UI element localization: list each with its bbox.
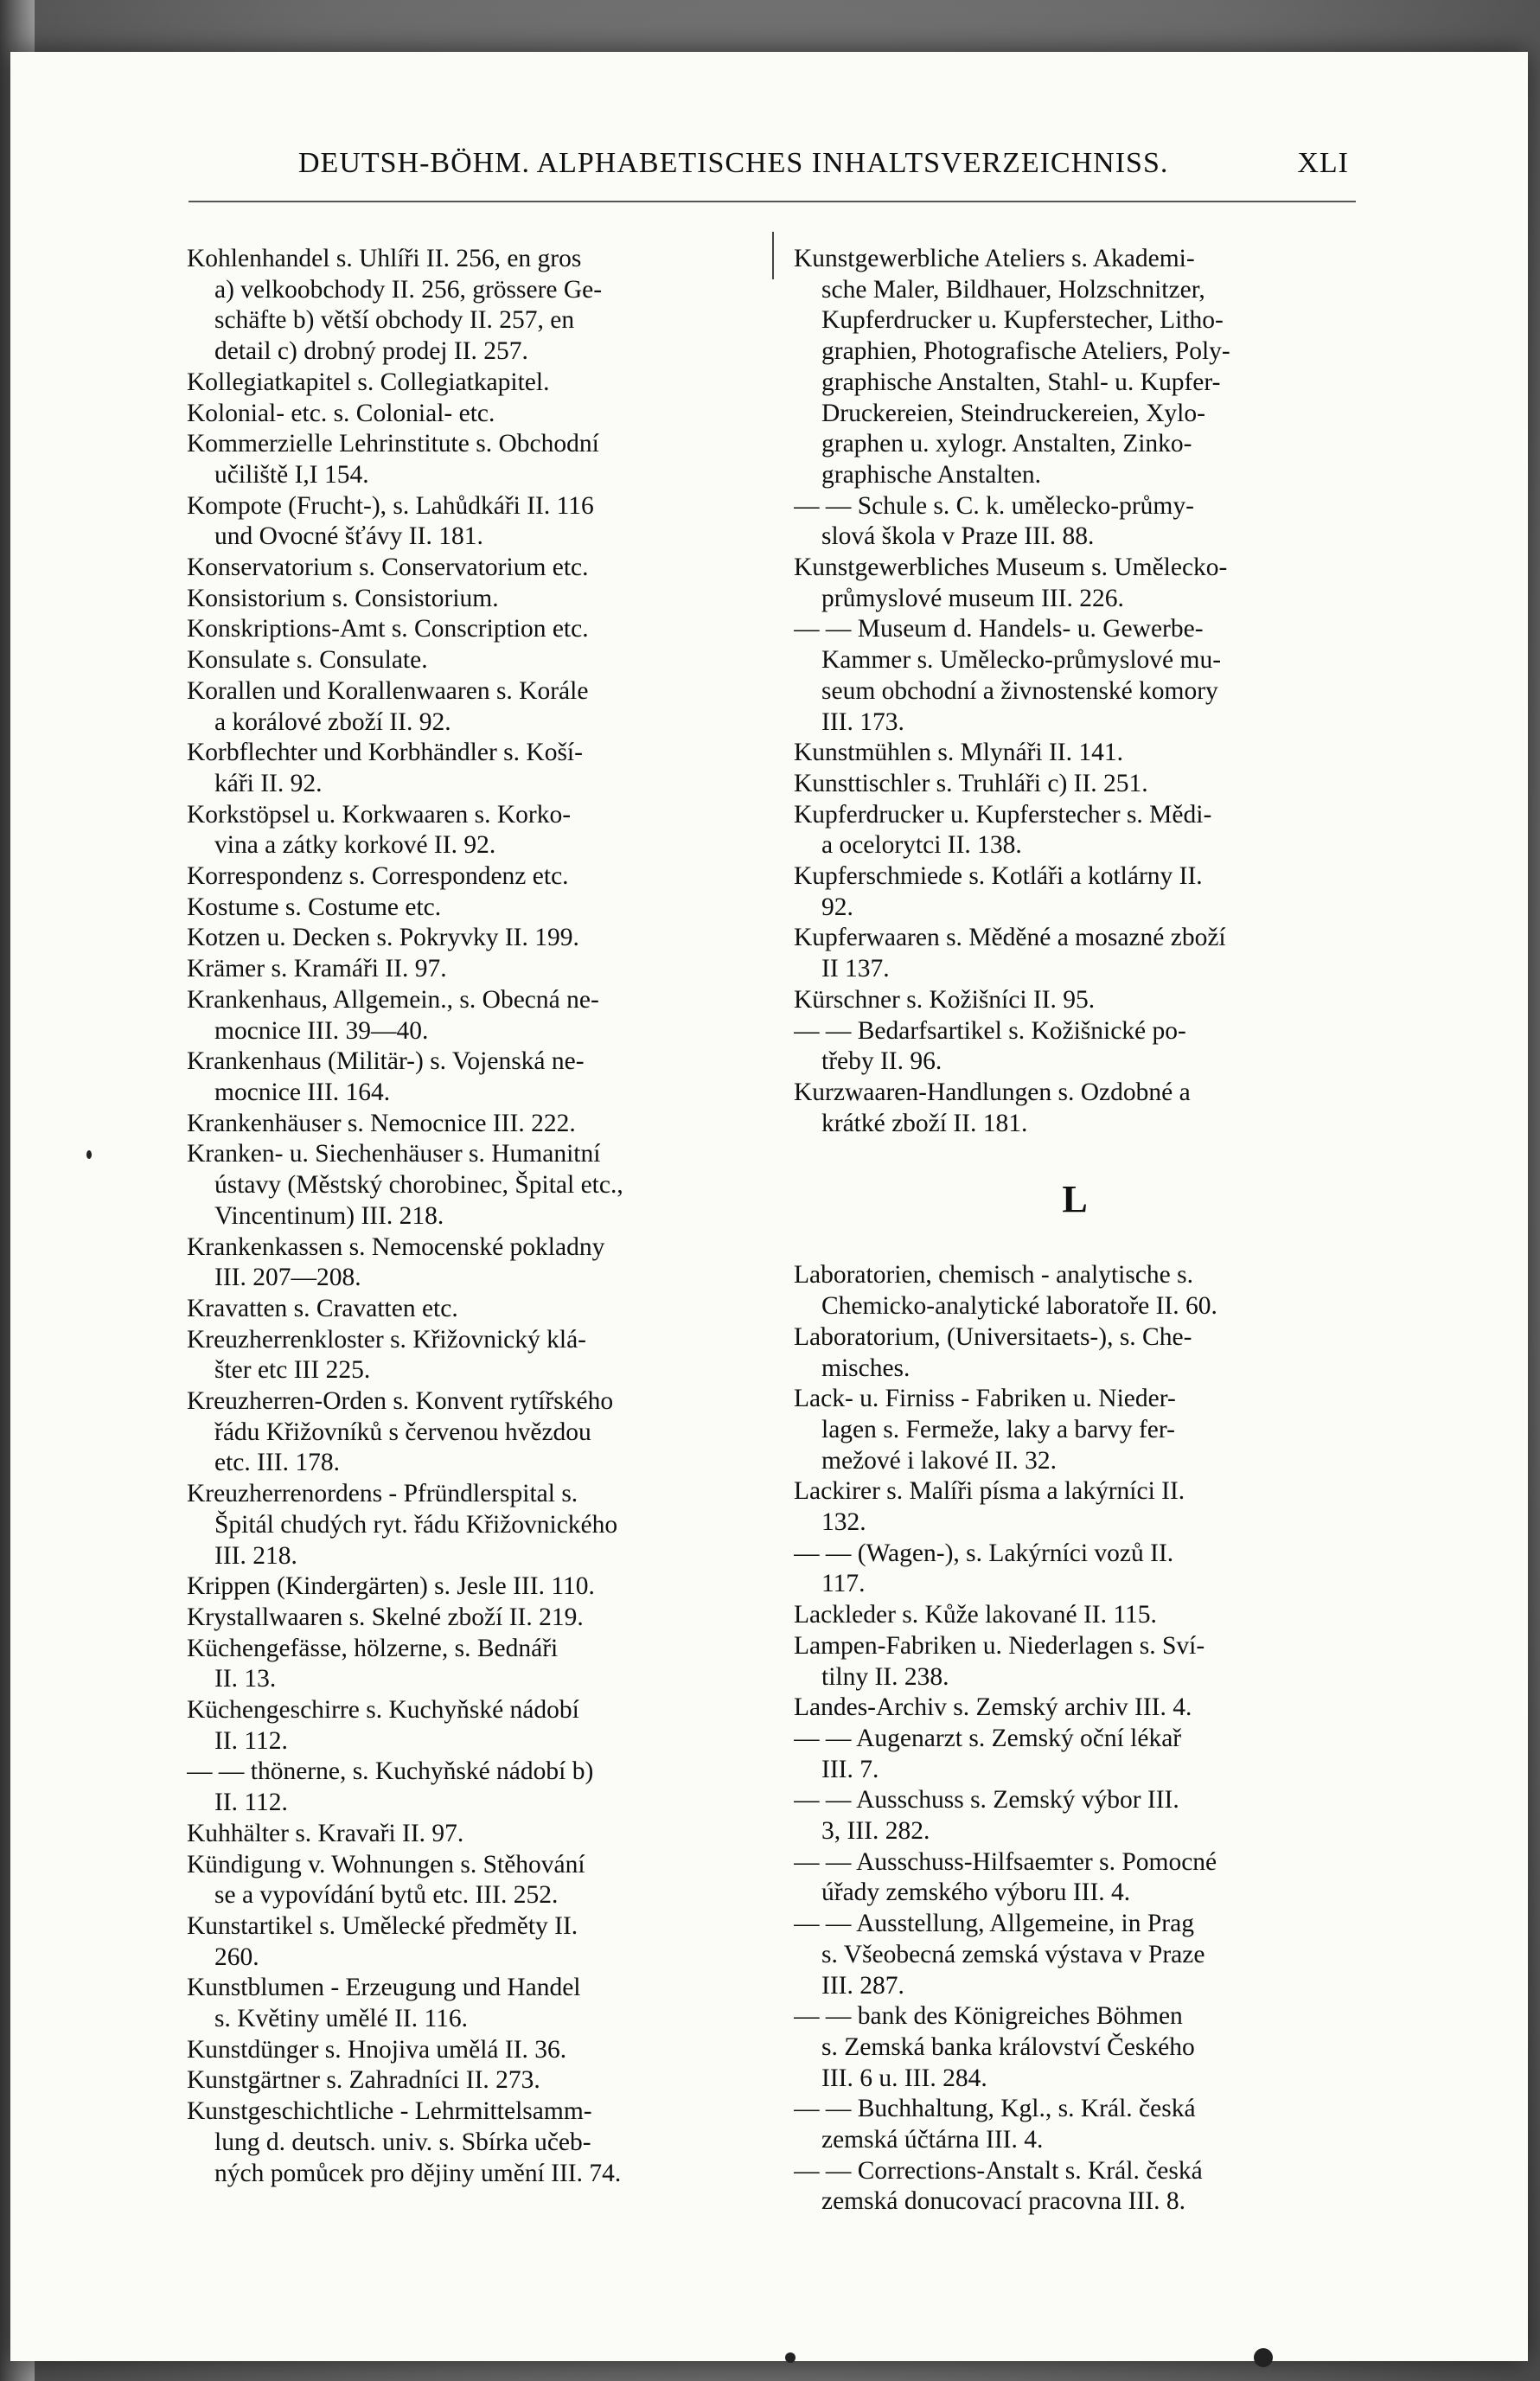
entry-line: a) velkoobchody II. 256, grössere Ge- (214, 275, 603, 304)
index-entry (187, 1325, 749, 1386)
entry-line: Kollegiatkapitel s. Collegiatkapitel. (187, 368, 550, 396)
entry-line: Korbflechter und Korbhändler s. Koší- (187, 739, 583, 767)
entry-line: s. Zemská banka království Českého (821, 2032, 1195, 2061)
entry-line: Lampen-Fabriken u. Niederlagen s. Sví- (794, 1631, 1205, 1660)
entry-line: III. 287. (821, 1971, 904, 2000)
entry-line: Korallen und Korallenwaaren s. Korále (187, 676, 589, 705)
index-entry (187, 2096, 749, 2189)
index-entry (794, 1322, 1356, 1384)
entry-line: zemská účtárna III. 4. (821, 2126, 1044, 2154)
entry-line: Krankenhaus (Militär-) s. Vojenská ne- (187, 1047, 585, 1076)
running-header (298, 147, 1349, 190)
entry-line: Kupferdrucker u. Kupferstecher, Litho- (821, 306, 1224, 335)
index-entry (794, 1600, 1356, 1631)
index-entry (187, 645, 749, 676)
entry-line: Landes-Archiv s. Zemský archiv III. 4. (794, 1693, 1192, 1722)
entry-line: Kunstblumen - Erzeugung und Handel (187, 1974, 581, 2002)
entry-line: krátké zboží II. 181. (821, 1109, 1028, 1137)
entry-line: Kunstmühlen s. Mlynáři II. 141. (794, 739, 1124, 767)
entry-line: Kostume s. Costume etc. (187, 893, 442, 921)
index-entry (187, 1973, 749, 2034)
entry-line: Krankenhaus, Allgemein., s. Obecná ne- (187, 985, 599, 1014)
entry-line: — — Ausstellung, Allgemeine, in Prag (794, 1910, 1194, 1938)
entry-line: Kreuzherrenordens - Pfründlerspital s. (187, 1480, 578, 1508)
page-number: XLI (1297, 147, 1349, 179)
entry-line: průmyslové museum III. 226. (821, 584, 1124, 612)
entry-line: II. 112. (214, 1789, 288, 1817)
index-entry (187, 1819, 749, 1850)
entry-line: lung d. deutsch. univ. s. Sbírka učeb- (214, 2128, 591, 2156)
index-entry (187, 429, 749, 490)
index-entry (187, 893, 749, 924)
index-entry (187, 584, 749, 615)
entry-line: Kotzen u. Decken s. Pokryvky II. 199. (187, 924, 579, 952)
index-entry (187, 923, 749, 954)
index-entry (794, 491, 1356, 553)
index-entry (187, 1757, 749, 1818)
entry-line: řádu Křižovníků s červenou hvězdou (214, 1418, 591, 1446)
entry-line: II. 112. (214, 1726, 288, 1755)
entry-line: ústavy (Městský chorobinec, Špital etc., (214, 1171, 623, 1200)
entry-line: Korkstöpsel u. Korkwaaren s. Korko- (187, 800, 572, 829)
index-entry (187, 1109, 749, 1140)
entry-line: 92. (821, 893, 853, 921)
entry-line: — — Ausschuss s. Zemský výbor III. (794, 1786, 1179, 1815)
entry-line: mocnice III. 164. (214, 1078, 391, 1106)
index-entry (187, 614, 749, 645)
entry-line: III. 218. (214, 1541, 297, 1570)
entry-line: graphien, Photografische Ateliers, Poly- (821, 337, 1230, 366)
entry-line: Kupferdrucker u. Kupferstecher s. Mědi- (794, 800, 1212, 829)
entry-line: — — Museum d. Handels- u. Gewerbe- (794, 615, 1204, 643)
index-entry (794, 614, 1356, 738)
entry-line: Kammer s. Umělecko-průmyslové mu- (821, 646, 1222, 675)
index-entry (794, 2001, 1356, 2094)
scan-speck (1254, 2348, 1273, 2367)
entry-line: Konskriptions-Amt s. Conscription etc. (187, 615, 589, 643)
entry-line: graphische Anstalten, Stahl- u. Kupfer- (821, 368, 1221, 396)
index-entry (187, 985, 749, 1046)
index-entry (794, 923, 1356, 984)
index-entry (187, 1695, 749, 1757)
index-entry (794, 1260, 1356, 1322)
entry-line: II 137. (821, 955, 890, 983)
index-entry (794, 1476, 1356, 1538)
entry-line: ných pomůcek pro dějiny umění III. 74. (214, 2159, 622, 2187)
entry-line: — — Ausschuss-Hilfsaemter s. Pomocné (794, 1847, 1217, 1876)
index-entry (794, 553, 1356, 614)
entry-line: s. Všeobecná zemská výstava v Praze (821, 1940, 1205, 1968)
entry-line: Konservatorium s. Conservatorium etc. (187, 554, 589, 582)
entry-line: Krämer s. Kramáři II. 97. (187, 955, 447, 983)
entry-line: Krystallwaaren s. Skelné zboží II. 219. (187, 1603, 584, 1631)
entry-line: schäfte b) větší obchody II. 257, en (214, 306, 575, 335)
index-entry (794, 769, 1356, 800)
entry-line: Krankenhäuser s. Nemocnice III. 222. (187, 1109, 576, 1137)
index-entry (794, 2156, 1356, 2218)
index-entry (794, 244, 1356, 491)
entry-line: und Ovocné šťávy II. 181. (214, 522, 483, 551)
index-entry (187, 1232, 749, 1294)
index-entry (187, 954, 749, 985)
index-entry (794, 1539, 1356, 1600)
entry-line: III. 207—208. (214, 1264, 361, 1292)
index-entry (794, 738, 1356, 769)
entry-line: misches. (821, 1354, 911, 1382)
entry-line: etc. III. 178. (214, 1449, 340, 1477)
index-entry (187, 491, 749, 553)
entry-line: Špitál chudých ryt. řádu Křižovnického (214, 1510, 618, 1539)
entry-line: Kupferwaaren s. Měděné a mosazné zboží (794, 924, 1226, 952)
entry-line: detail c) drobný prodej II. 257. (214, 337, 528, 366)
header-title: DEUTSH-BÖHM. ALPHABETISCHES INHALTSVERZEICHNISS. (298, 147, 1169, 179)
index-entry (187, 1479, 749, 1571)
index-entry (794, 1785, 1356, 1847)
entry-line: — — thönerne, s. Kuchyňské nádobí b) (187, 1757, 594, 1786)
entry-line: Kreuzherren-Orden s. Konvent rytířského (187, 1387, 614, 1416)
entry-line: Kunstartikel s. Umělecké předměty II. (187, 1911, 578, 1940)
entry-line: zemská donucovací pracovna III. 8. (821, 2187, 1186, 2216)
entry-line: Kündigung v. Wohnungen s. Stěhování (187, 1850, 585, 1879)
entry-line: 3, III. 282. (821, 1817, 930, 1846)
entry-line: učiliště I,I 154. (214, 460, 369, 489)
index-entry (794, 2094, 1356, 2155)
entry-line: lagen s. Fermeže, laky a barvy fer- (821, 1415, 1175, 1443)
entry-line: slová škola v Praze III. 88. (821, 522, 1095, 551)
index-entry (187, 1139, 749, 1232)
entry-line: graphen u. xylogr. Anstalten, Zinko- (821, 430, 1192, 458)
entry-line: Krankenkassen s. Nemocenské pokladny (187, 1232, 605, 1261)
entry-line: II. 13. (214, 1665, 277, 1693)
entry-line: sche Maler, Bildhauer, Holzschnitzer, (821, 275, 1205, 304)
index-entry (187, 1850, 749, 1911)
entry-line: Kunstgewerbliches Museum s. Umělecko- (794, 554, 1228, 582)
entry-line: šter etc III 225. (214, 1356, 371, 1385)
entry-line: Kunstgeschichtliche - Lehrmittelsamm- (187, 2097, 592, 2126)
index-entry (794, 1724, 1356, 1785)
index-entry (187, 399, 749, 430)
entry-line: III. 173. (821, 707, 904, 736)
entry-line: Laboratorium, (Universitaets-), s. Che- (794, 1322, 1192, 1351)
column-separator (772, 232, 774, 279)
index-entry (187, 1046, 749, 1108)
entry-line: Kunstdünger s. Hnojiva umělá II. 36. (187, 2035, 567, 2064)
entry-line: Kreuzherrenkloster s. Křižovnický klá- (187, 1325, 586, 1354)
entry-line: Druckereien, Steindruckereien, Xylo- (821, 399, 1205, 427)
entry-line: Kommerzielle Lehrinstitute s. Obchodní (187, 430, 599, 458)
entry-line: Korrespondenz s. Correspondenz etc. (187, 862, 569, 891)
entry-line: Vincentinum) III. 218. (214, 1201, 444, 1230)
entry-line: Kunsttischler s. Truhláři c) II. 251. (794, 769, 1148, 797)
right-column-k-entries (794, 244, 1356, 1139)
right-column-l-entries (794, 1260, 1356, 2218)
entry-line: Kravatten s. Cravatten etc. (187, 1294, 458, 1322)
left-column (187, 244, 749, 2189)
header-rule (189, 201, 1356, 202)
index-entry (187, 244, 749, 368)
index-entry (794, 800, 1356, 861)
entry-line: Konsistorium s. Consistorium. (187, 584, 499, 612)
index-entry (187, 676, 749, 738)
entry-line: Krippen (Kindergärten) s. Jesle III. 110. (187, 1572, 595, 1601)
entry-line: Kolonial- etc. s. Colonial- etc. (187, 399, 495, 427)
index-entry (794, 985, 1356, 1016)
entry-line: — — Augenarzt s. Zemský oční lékař (794, 1724, 1182, 1752)
entry-line: 260. (214, 1943, 259, 1971)
index-entry (187, 368, 749, 399)
entry-line: s. Květiny umělé II. 116. (214, 2005, 469, 2033)
entry-line: — — bank des Königreiches Böhmen (794, 2002, 1183, 2031)
scan-speck (785, 2352, 796, 2363)
index-entry (794, 1631, 1356, 1693)
entry-line: a korálové zboží II. 92. (214, 707, 451, 736)
letter-heading: L (1062, 1178, 1088, 1221)
entry-line: Lackirer s. Malíři písma a lakýrníci II. (794, 1477, 1185, 1506)
index-entry (187, 1603, 749, 1634)
index-entry (794, 1016, 1356, 1078)
entry-line: Kompote (Frucht-), s. Lahůdkáři II. 116 (187, 491, 594, 520)
entry-line: III. 7. (821, 1755, 879, 1783)
entry-line: Laboratorien, chemisch - analytische s. (794, 1261, 1193, 1290)
entry-line: 117. (821, 1570, 866, 1598)
entry-line: se a vypovídání bytů etc. III. 252. (214, 1881, 559, 1910)
entry-line: třeby II. 96. (821, 1047, 943, 1076)
entry-line: 132. (821, 1508, 866, 1537)
entry-line: graphische Anstalten. (821, 460, 1041, 489)
entry-line: Lack- u. Firniss - Fabriken u. Nieder- (794, 1385, 1176, 1413)
entry-line: Kürschner s. Kožišníci II. 95. (794, 985, 1096, 1014)
right-column (794, 244, 1356, 2218)
index-entry (187, 861, 749, 893)
entry-line: — — Schule s. C. k. umělecko-průmy- (794, 491, 1194, 520)
entry-line: mocnice III. 39—40. (214, 1016, 429, 1045)
index-entry (187, 738, 749, 799)
index-entry (187, 1571, 749, 1603)
entry-line: Kunstgärtner s. Zahradníci II. 273. (187, 2066, 540, 2095)
entry-line: Küchengefässe, hölzerne, s. Bednáři (187, 1634, 559, 1662)
entry-line: — — Buchhaltung, Kgl., s. Král. česká (794, 2095, 1196, 2123)
entry-line: — — Bedarfsartikel s. Kožišnické po- (794, 1016, 1186, 1045)
entry-line: vina a zátky korkové II. 92. (214, 831, 496, 860)
entry-line: seum obchodní a živnostenské komory (821, 676, 1218, 705)
entry-line: Kurzwaaren-Handlungen s. Ozdobné a (794, 1078, 1191, 1106)
entry-line: — — (Wagen-), s. Lakýrníci vozů II. (794, 1539, 1174, 1567)
index-entry (187, 1911, 749, 1973)
entry-line: Lackleder s. Kůže lakované II. 115. (794, 1601, 1157, 1629)
index-entry (187, 2065, 749, 2096)
entry-line: Kuhhälter s. Kravaři II. 97. (187, 1819, 464, 1847)
entry-line: Konsulate s. Consulate. (187, 646, 428, 675)
index-entry (187, 1634, 749, 1695)
index-entry (187, 1386, 749, 1479)
index-entry (794, 1693, 1356, 1724)
index-entry (187, 553, 749, 584)
entry-line: Kranken- u. Siechenhäuser s. Humanitní (187, 1140, 601, 1168)
index-entry (187, 1294, 749, 1325)
index-entry (794, 861, 1356, 923)
index-entry (794, 1909, 1356, 2001)
index-entry (794, 1847, 1356, 1909)
entry-line: tilny II. 238. (821, 1662, 949, 1691)
entry-line: Kunstgewerbliche Ateliers s. Akademi- (794, 245, 1195, 272)
entry-line: Chemicko-analytické laboratoře II. 60. (821, 1292, 1217, 1321)
index-entry (794, 1384, 1356, 1476)
entry-line: mežové i lakové II. 32. (821, 1446, 1057, 1475)
index-entry (187, 800, 749, 861)
index-entry (187, 2035, 749, 2066)
entry-line: úřady zemského výboru III. 4. (821, 1879, 1131, 1907)
entry-line: káři II. 92. (214, 769, 323, 797)
entry-line: — — Corrections-Anstalt s. Král. česká (794, 2156, 1203, 2185)
entry-line: Kupferschmiede s. Kotláři a kotlárny II. (794, 862, 1203, 891)
entry-line: Kohlenhandel s. Uhlíři II. 256, en gros (187, 245, 582, 272)
entry-line: Küchengeschirre s. Kuchyňské nádobí (187, 1696, 579, 1725)
scan-speck (86, 1150, 92, 1159)
index-entry (794, 1078, 1356, 1139)
entry-line: a ocelorytci II. 138. (821, 831, 1022, 860)
entry-line: III. 6 u. III. 284. (821, 2064, 987, 2092)
